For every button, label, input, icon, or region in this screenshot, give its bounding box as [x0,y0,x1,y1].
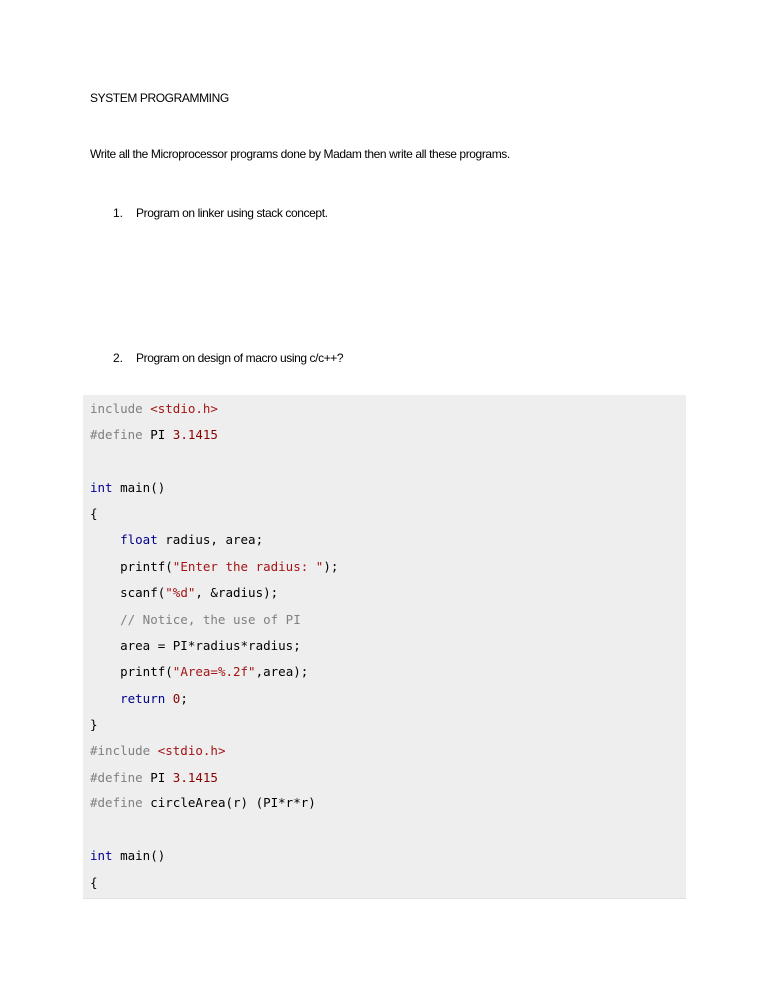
code-line [90,427,218,447]
code-token: "%d" [165,585,196,600]
code-token: } [90,717,98,732]
code-line [90,717,98,737]
code-token: float [120,532,158,547]
code-line [90,848,165,868]
code-token: int [90,480,113,495]
code-token: #define [90,427,151,442]
code-token: , &radius); [195,585,279,600]
code-token: main() [112,480,166,495]
code-token: ,area); [255,664,309,679]
code-line [90,795,316,815]
code-line [90,743,225,763]
code-token: area = PI*radius*radius; [90,638,301,653]
code-token: "Enter the radius: " [172,559,324,574]
code-token: include [90,401,151,416]
code-token: main() [112,848,166,863]
code-line [90,638,301,658]
code-token: { [90,875,98,890]
code-line [90,875,98,895]
code-token: printf( [90,664,173,679]
code-token [90,691,120,706]
code-line [90,691,188,711]
list-text: Program on design of macro using c/c++? [136,351,344,365]
code-token: 3.1415 [172,427,218,442]
code-line [90,612,301,632]
code-line [90,532,263,552]
code-line [90,664,308,684]
code-token: circleArea(r) (PI*r*r) [150,795,316,810]
code-line [90,559,338,579]
code-line [90,480,165,500]
code-token: // Notice, the use of PI [90,612,301,627]
code-token: <stdio.h> [150,401,218,416]
code-token: #define [90,795,151,810]
code-token: scanf( [90,585,166,600]
code-token: <stdio.h> [157,743,226,758]
code-token [90,532,120,547]
code-line [90,770,218,790]
code-token: int [90,848,113,863]
code-token: 3.1415 [172,770,218,785]
code-line [90,585,278,605]
code-token: ; [180,691,188,706]
code-token: PI [150,770,173,785]
code-line [90,506,98,526]
code-token: PI [150,427,173,442]
list-number: 1. [113,206,124,220]
code-token: ); [323,559,339,574]
code-block [83,395,686,899]
document-heading: SYSTEM PROGRAMMING [90,91,229,105]
code-token: printf( [90,559,173,574]
code-token: return [120,691,166,706]
code-token: { [90,506,98,521]
instruction-text: Write all the Microprocessor programs done by Madam then write all these programs. [90,147,510,161]
code-token [165,691,173,706]
code-token: "Area=%.2f" [172,664,256,679]
code-token: radius, area; [157,532,264,547]
list-text: Program on linker using stack concept. [136,206,328,220]
code-line [90,401,218,421]
list-number: 2. [113,351,124,365]
code-token: #define [90,770,151,785]
code-token: #include [90,743,158,758]
code-token: 0 [172,691,181,706]
